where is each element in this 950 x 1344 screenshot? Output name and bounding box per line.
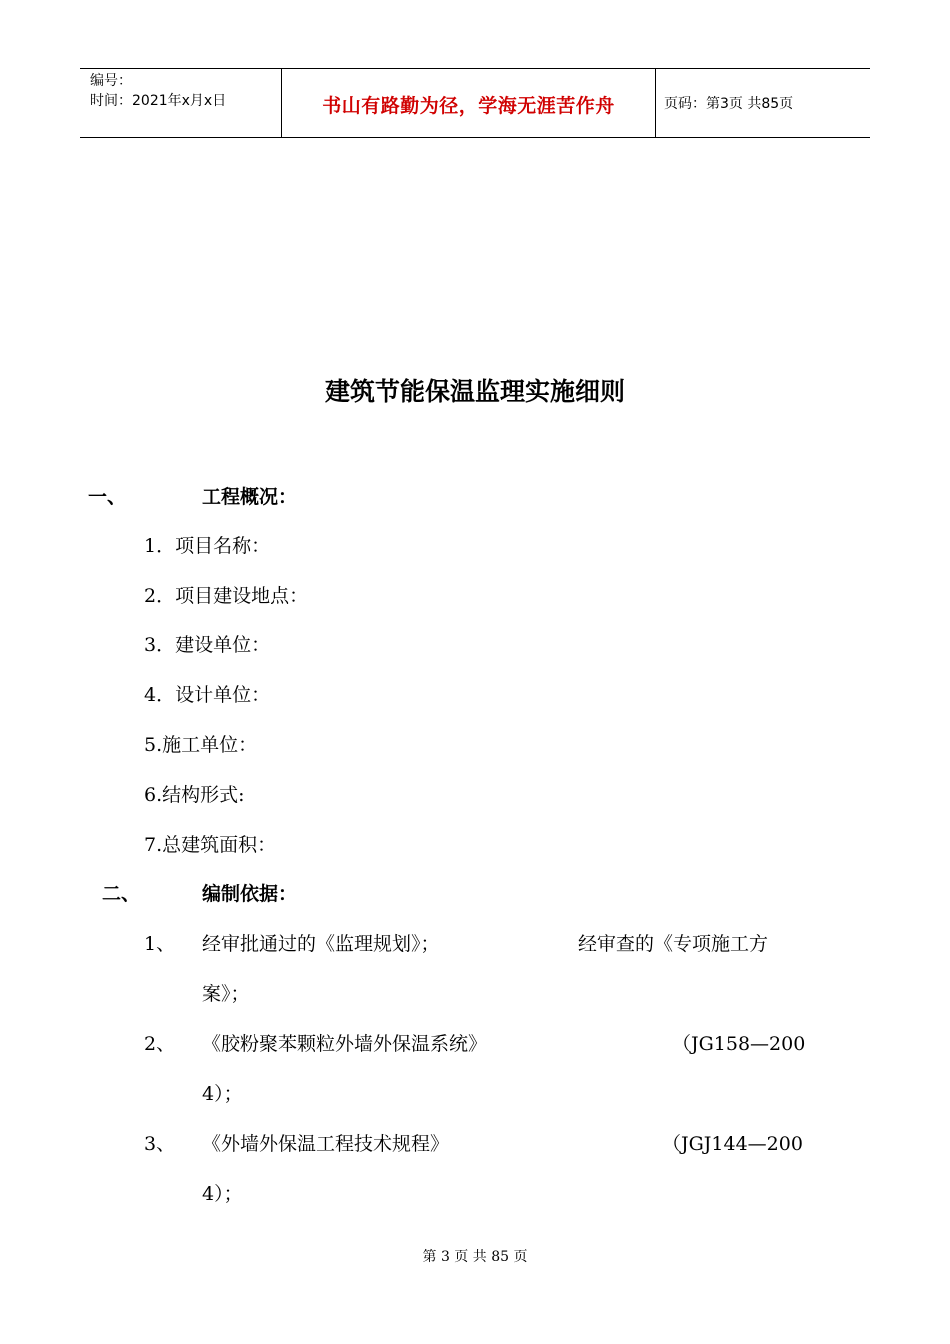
document-title: 建筑节能保温监理实施细则	[324, 377, 625, 406]
list-item: 7.总建筑面积：	[144, 834, 277, 856]
list-item: 6.结构形式:	[144, 784, 245, 806]
reference-number: 2、	[144, 1033, 176, 1055]
section-title: 工程概况：	[202, 486, 298, 508]
page-header	[80, 68, 870, 138]
page-footer: 第 3 页 共 85 页	[422, 1249, 528, 1265]
reference-number: 1、	[144, 933, 176, 955]
list-item: 4．设计单位：	[144, 684, 271, 706]
header-page-info: 页码：第3页 共85页	[664, 96, 794, 112]
section-heading-2	[102, 879, 502, 905]
header-meta-cell	[80, 69, 280, 137]
reference-code: （JG158—200	[672, 1033, 806, 1055]
header-page-cell	[656, 69, 870, 137]
header-number: 编号：	[90, 73, 132, 89]
list-item: 5.施工单位：	[144, 734, 258, 756]
reference-text: 经审批通过的《监理规划》；	[202, 933, 440, 955]
reference-text-continued: 4）；	[202, 1083, 243, 1105]
reference-text: 《外墙外保温工程技术规程》	[202, 1133, 450, 1155]
reference-number: 3、	[144, 1133, 176, 1155]
section-number: 二、	[102, 883, 141, 905]
header-motto-cell	[281, 69, 656, 137]
header-motto: 书山有路勤为径，学海无涯苦作舟	[322, 95, 615, 117]
list-item: 3．建设单位：	[144, 634, 271, 656]
reference-text: 经审查的《专项施工方	[578, 933, 769, 955]
header-time: 时间：2021年x月x日	[90, 93, 227, 109]
section-title: 编制依据：	[202, 883, 298, 905]
reference-code: （JGJ144—200	[662, 1133, 803, 1155]
section-number: 一、	[88, 486, 127, 508]
list-item: 2．项目建设地点：	[144, 585, 309, 607]
reference-text: 《胶粉聚苯颗粒外墙外保温系统》	[202, 1033, 488, 1055]
section-heading-1	[88, 482, 488, 508]
reference-text-continued: 4）；	[202, 1183, 243, 1205]
reference-text-continued: 案》；	[202, 983, 250, 1005]
list-item: 1．项目名称：	[144, 535, 271, 557]
